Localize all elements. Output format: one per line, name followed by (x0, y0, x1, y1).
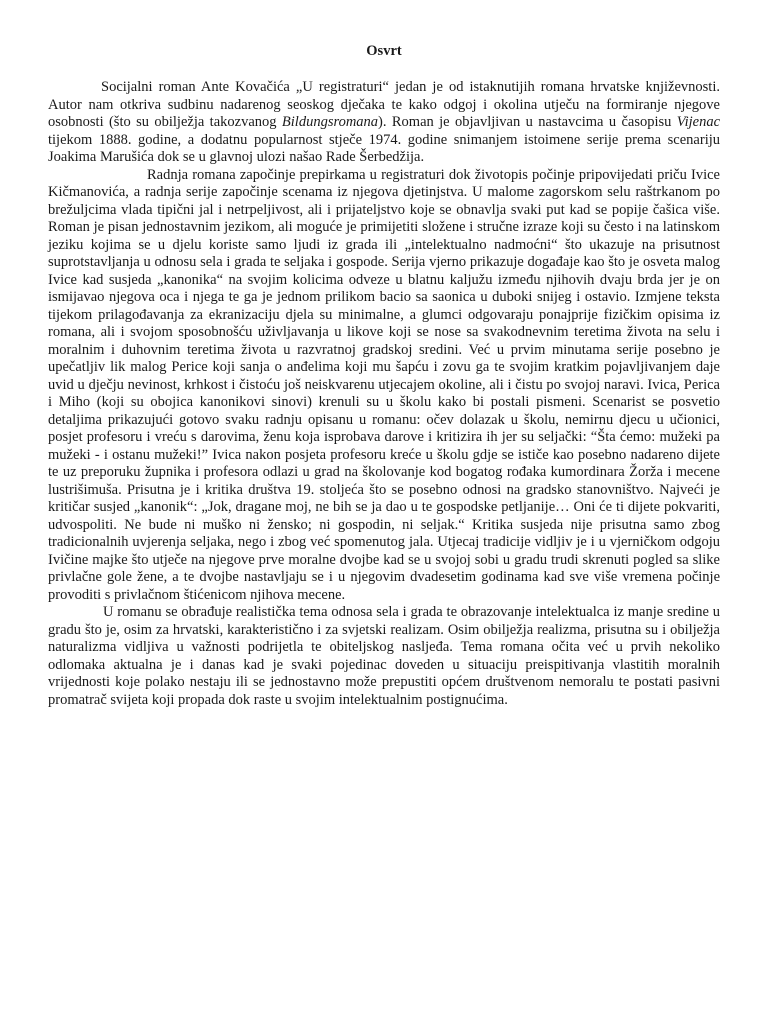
paragraph-1-text-b: ). Roman je objavljivan u nastavcima u časopisu (378, 114, 677, 130)
document-title: Osvrt (366, 43, 402, 59)
paragraph-1 (48, 79, 720, 167)
paragraph-2: Radnja romana započinje prepirkama u registraturi dok životopis počinje pripovijedati priču Ivice Kičmanovića, a radnja serije započinje scenama iz njegova djetinjstva. U malome zagorskom selu raštrkanom po brežuljcima vlada tipični jal i netrpeljivost, ali i prijateljstvo koje se obnavlja svaki put kad se popije čašica više. Roman je pisan jednostavnim jezikom, ali moguće je primijetiti složene i stručne izraze koji su često i na latinskom jeziku kojima se u djelu koriste samo ljudi iz grada ili „intelektualno nadmoćni“ što ukazuje na prisutnost suprotstavljanja u odnosu sela i grada te seljaka i gospode. Serija vjerno prikazuje događaje kao što je osveta malog Ivice kad susjeda „kanonika“ na svojim kolicima odveze u blatnu kaljužu između njihovih dvaju brda jer je on ismijavao njegova oca i njega te ga je jednom prilikom bacio sa saonica u duboki snijeg i ostavio. Izmjene teksta tijekom prilagođavanja za ekranizaciju djela su minimalne, a glumci odgovaraju ponajprije fizičkim opisima iz romana, ali i svojom sposobnošću uživljavanja u likove koji se nose sa svakodnevnim teretima života na selu i moralnim i duhovnim teretima života u razvratnoj gradskoj sredini. Već u prvim minutama serije posebno je upečatljiv lik malog Perice koji sanja o anđelima koji mu šapću i zovu ga te svojim kratkim pojavljivanjem daje uvid u dječju nevinost, krhkost i čistoću još neiskvarenu utjecajem okoline, ali i čistu po svojoj naravi. Ivica, Perica i Miho (koji su obojica kanonikovi sinovi) krenuli su u školu kako bi postali pismeni. Scenarist se posvetio detaljima prikazujući gotovo svaku radnju opisanu u romanu: očev dolazak u školu, nemirnu djecu u učionici, posjet profesoru i vreću s darovima, ženu koja isprobava darove i kritizira ih jer su seljački: “Šta ćemo: mužeki pa mužeki - i ostanu mužeki!” Ivica nakon posjeta profesoru kreće u školu gdje se ističe kao posebno nadareno dijete te uz preporuku župnika i profesora odlazi u grad na školovanje kod bogatog rođaka kumordinara Žorža i mecene lustrišimuša. Prisutna je i kritika društva 19. stoljeća što se posebno odnosi na gradsko stanovništvo. Najveći je kritičar susjed „kanonik“: „Jok, dragane moj, ne bih se ja dao u te gospodske petljanije… Oni će ti dijete pokvariti, udvospoliti. Ne bude ni muško ni žensko; ni gospodin, ni seljak.“ Kritika susjeda nije prisutna samo zbog tradicionalnih uvjerenja seljaka, nego i zbog već spomenutog jala. Utjecaj tradicije vidljiv je i u vjerničkom odgoju Ivičine majke što utječe na njegove prve moralne dvojbe kad se u svojoj sobi u gradu trudi skrenuti pogled sa slike privlačne gole žene, a te dvojbe nastavljaju se i u njegovim dvadesetim godinama kad sve više vremena počinje provoditi s privlačnom štićenicom njihova mecene. (48, 166, 720, 603)
paragraph-1-text-c: tijekom 1888. godine, a dodatnu popularnost stječe 1974. godine snimanjem istoimene serije prema scenariju Joakima Marušića dok se u glavnoj ulozi našao Rade Šerbedžija. (48, 131, 720, 165)
document-body (48, 79, 720, 709)
paragraph-1-magazine-name: Vijenac (676, 114, 721, 130)
paragraph-1-italic-term: Bildungsromana (281, 114, 379, 130)
paragraph-1-text-a: Socijalni roman Ante Kovačića „U registraturi“ jedan je od istaknutijih romana hrvatske književnosti. Autor nam otkriva sudbinu nadarenog seoskog dječaka te kako odgoj i okolina utječu na formiranje njegove osobnosti (što su obilježja takozvanog (48, 79, 720, 130)
paragraph-3: U romanu se obrađuje realistička tema odnosa sela i grada te obrazovanje intelektualca iz manje sredine u gradu što je, osim za hrvatski, karakteristično i za svjetski realizam. Osim obilježja realizma, prisutna su i obilježja naturalizma vidljiva u važnosti podrijetla te obiteljskog nasljeđa. Tema romana očita već u prvih nekoliko odlomaka aktualna je i danas kad je svaki pojedinac doveden u situaciju preispitivanja vlastitih moralnih vrijednosti koje polako nestaju ili se jednostavno može prepustiti općem društvenom nemoralu te postati pasivni promatrač svijeta koji propada dok raste u svojim intelektualnim postignućima. (48, 604, 720, 708)
